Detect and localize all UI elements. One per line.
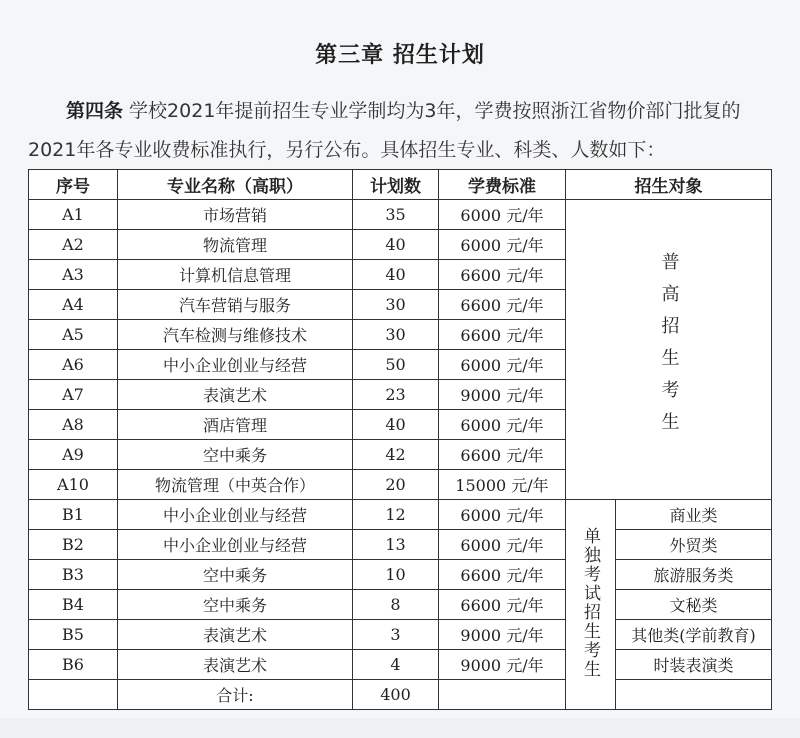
row-count: 40 [353, 230, 439, 260]
row-major: 表演艺术 [118, 620, 353, 650]
row-major: 物流管理 [118, 230, 353, 260]
row-fee: 6000 元/年 [439, 410, 566, 440]
row-major: 表演艺术 [118, 650, 353, 680]
row-id: A8 [29, 410, 118, 440]
table-row [29, 200, 772, 230]
row-major: 中小企业创业与经营 [118, 350, 353, 380]
row-major: 空中乘务 [118, 440, 353, 470]
row-fee: 6600 元/年 [439, 260, 566, 290]
table-row [29, 500, 772, 530]
total-fee-empty-cell [439, 680, 566, 710]
row-fee: 9000 元/年 [439, 620, 566, 650]
table-header-row [29, 170, 772, 200]
row-id: A10 [29, 470, 118, 500]
header-major: 专业名称（高职） [118, 170, 353, 200]
row-major: 市场营销 [118, 200, 353, 230]
article-paragraph [28, 92, 780, 170]
target-label-a: 普高招生考生 [658, 251, 680, 444]
row-id: A3 [29, 260, 118, 290]
row-id: B2 [29, 530, 118, 560]
row-id: A6 [29, 350, 118, 380]
row-category: 其他类(学前教育) [616, 620, 772, 650]
row-category: 文秘类 [616, 590, 772, 620]
row-fee: 9000 元/年 [439, 650, 566, 680]
row-count: 50 [353, 350, 439, 380]
row-count: 3 [353, 620, 439, 650]
total-category-empty-cell [616, 680, 772, 710]
row-count: 42 [353, 440, 439, 470]
row-fee: 6600 元/年 [439, 590, 566, 620]
target-label-b: 单独考试招生考生 [580, 526, 600, 679]
row-fee: 6000 元/年 [439, 530, 566, 560]
row-id: B6 [29, 650, 118, 680]
table-row [29, 650, 772, 680]
row-major: 计算机信息管理 [118, 260, 353, 290]
enrollment-plan-table [28, 169, 772, 710]
row-id: A7 [29, 380, 118, 410]
row-fee: 6000 元/年 [439, 200, 566, 230]
header-target: 招生对象 [566, 170, 772, 200]
row-count: 35 [353, 200, 439, 230]
row-fee: 6000 元/年 [439, 230, 566, 260]
row-major: 表演艺术 [118, 380, 353, 410]
row-category: 时装表演类 [616, 650, 772, 680]
row-count: 12 [353, 500, 439, 530]
row-id: A5 [29, 320, 118, 350]
row-fee: 15000 元/年 [439, 470, 566, 500]
row-fee: 6000 元/年 [439, 500, 566, 530]
row-major: 汽车检测与维修技术 [118, 320, 353, 350]
target-cell-b [566, 500, 616, 710]
row-id: A9 [29, 440, 118, 470]
row-id: A2 [29, 230, 118, 260]
table-row [29, 620, 772, 650]
row-fee: 6600 元/年 [439, 440, 566, 470]
row-id: A1 [29, 200, 118, 230]
total-value: 400 [353, 680, 439, 710]
row-major: 空中乘务 [118, 560, 353, 590]
row-count: 40 [353, 260, 439, 290]
table-total-row [29, 680, 772, 710]
row-major: 空中乘务 [118, 590, 353, 620]
row-count: 10 [353, 560, 439, 590]
row-id: B3 [29, 560, 118, 590]
row-id: A4 [29, 290, 118, 320]
row-id: B4 [29, 590, 118, 620]
row-count: 40 [353, 410, 439, 440]
table-row [29, 590, 772, 620]
row-major: 酒店管理 [118, 410, 353, 440]
article-text: 学校2021年提前招生专业学制均为3年，学费按照浙江省物价部门批复的2021年各专业收费标准执行，另行公布。具体招生专业、科类、人数如下： [28, 100, 741, 161]
target-cell-a [566, 200, 772, 500]
row-major: 中小企业创业与经营 [118, 530, 353, 560]
table-row [29, 560, 772, 590]
row-id: B5 [29, 620, 118, 650]
row-fee: 6600 元/年 [439, 290, 566, 320]
table-row [29, 530, 772, 560]
total-label: 合计: [118, 680, 353, 710]
row-count: 20 [353, 470, 439, 500]
row-count: 13 [353, 530, 439, 560]
row-category: 外贸类 [616, 530, 772, 560]
row-fee: 9000 元/年 [439, 380, 566, 410]
row-count: 23 [353, 380, 439, 410]
row-count: 30 [353, 290, 439, 320]
row-category: 旅游服务类 [616, 560, 772, 590]
row-major: 中小企业创业与经营 [118, 500, 353, 530]
row-id: B1 [29, 500, 118, 530]
total-empty-cell [29, 680, 118, 710]
row-count: 4 [353, 650, 439, 680]
row-count: 30 [353, 320, 439, 350]
chapter-title: 第三章 招生计划 [315, 43, 485, 68]
article-label: 第四条 [66, 100, 124, 122]
row-major: 汽车营销与服务 [118, 290, 353, 320]
row-fee: 6600 元/年 [439, 320, 566, 350]
header-fee: 学费标准 [439, 170, 566, 200]
row-fee: 6000 元/年 [439, 350, 566, 380]
row-category: 商业类 [616, 500, 772, 530]
row-count: 8 [353, 590, 439, 620]
row-major: 物流管理（中英合作） [118, 470, 353, 500]
page-bottom-band [0, 718, 800, 738]
header-id: 序号 [29, 170, 118, 200]
header-count: 计划数 [353, 170, 439, 200]
row-fee: 6600 元/年 [439, 560, 566, 590]
